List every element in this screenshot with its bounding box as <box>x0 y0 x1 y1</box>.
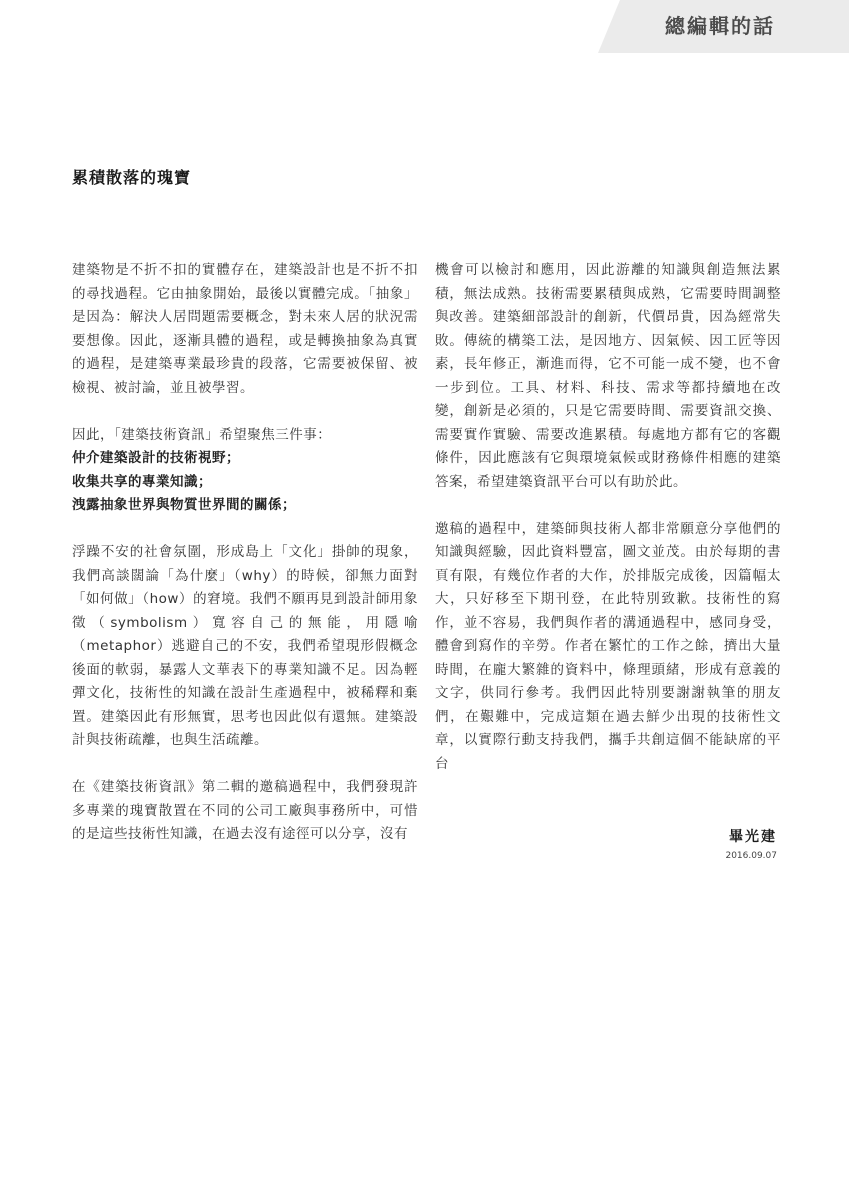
paragraph: 建築物是不折不扣的實體存在，建築設計也是不折不扣的尋找過程。它由抽象開始，最後以實體完成。「抽象」是因為：解決人居問題需要概念，對未來人居的狀況需要想像。因此，逐漸具體的過程，或是轉換抽象為真實的過程，是建築專業最珍貴的段落，它需要被保留、被檢視、被討論，並且被學習。 <box>72 262 418 396</box>
paragraph: 邀稿的過程中，建築師與技術人都非常願意分享他們的知識與經驗，因此資料豐富，圖文並茂。由於每期的書頁有限，有幾位作者的大作，於排版完成後，因篇幅太大，只好移至下期刊登，在此特別致歉。技術性的寫作，並不容易，我們與作者的溝通過程中，感同身受，體會到寫作的辛勞。作者在繁忙的工作之餘，擠出大量時間，在龐大繁雜的資料中，條理頭緒，形成有意義的文字，供同行參考。我們因此特別要謝謝執筆的朋友們，在艱難中，完成這類在過去鮮少出現的技術性文章，以實際行動支持我們，攜手共創這個不能缺席的平台 <box>435 520 781 772</box>
paragraph: 在《建築技術資訊》第二輯的邀稿過程中，我們發現許多專業的瑰寶散置在不同的公司工廠與事務所中，可惜的是這些技術性知識，在過去沒有途徑可以分享，沒有 <box>72 779 418 842</box>
section-label: 總編輯的話 <box>665 14 775 38</box>
author-name: 畢光建 <box>729 829 777 845</box>
paragraph: 浮躁不安的社會氛圍，形成島上「文化」掛帥的現象，我們高談闊論「為什麼」（why）的時候，卻無力面對「如何做」（how）的窘境。我們不願再見到設計師用象徵（symbolism）寬容自己的無能，用隱喻（metaphor）逃避自己的不安，我們希望現形假概念後面的軟弱，暴露人文華表下的專業知識不足。因為輕彈文化，技術性的知識在設計生產過程中，被稀釋和棄置。建築因此有形無實，思考也因此似有還無。建築設計與技術疏離，也與生活疏離。 <box>72 544 418 748</box>
left-column <box>72 259 418 847</box>
focus-item-1: 仲介建築設計的技術視野； <box>72 450 240 466</box>
signature-date: 2016.09.07 <box>725 851 777 861</box>
paragraph-intro: 因此，「建築技術資訊」希望聚焦三件事： <box>72 426 332 443</box>
focus-item-2: 收集共享的專業知識； <box>72 473 212 490</box>
focus-item-3: 洩露抽象世界與物質世界間的關係； <box>72 497 296 513</box>
right-column <box>435 259 781 776</box>
paragraph: 機會可以檢討和應用，因此游離的知識與創造無法累積，無法成熟。技術需要累積與成熟，它需要時間調整與改善。建築細部設計的創新，代價昂貴，因為經常失敗。傳統的構築工法，是因地方、因氣候、因工匠等因素，長年修正，漸進而得，它不可能一成不變，也不會一步到位。工具、材料、科技、需求等都持續地在改變，創新是必須的，只是它需要時間、需要資訊交換、需要實作實驗、需要改進累積。每處地方都有它的客觀條件，因此應該有它與環境氣候或財務條件相應的建築答案，希望建築資訊平台可以有助於此。 <box>435 262 781 490</box>
article-title: 累積散落的瑰寶 <box>72 168 192 187</box>
signature-block <box>725 826 777 863</box>
